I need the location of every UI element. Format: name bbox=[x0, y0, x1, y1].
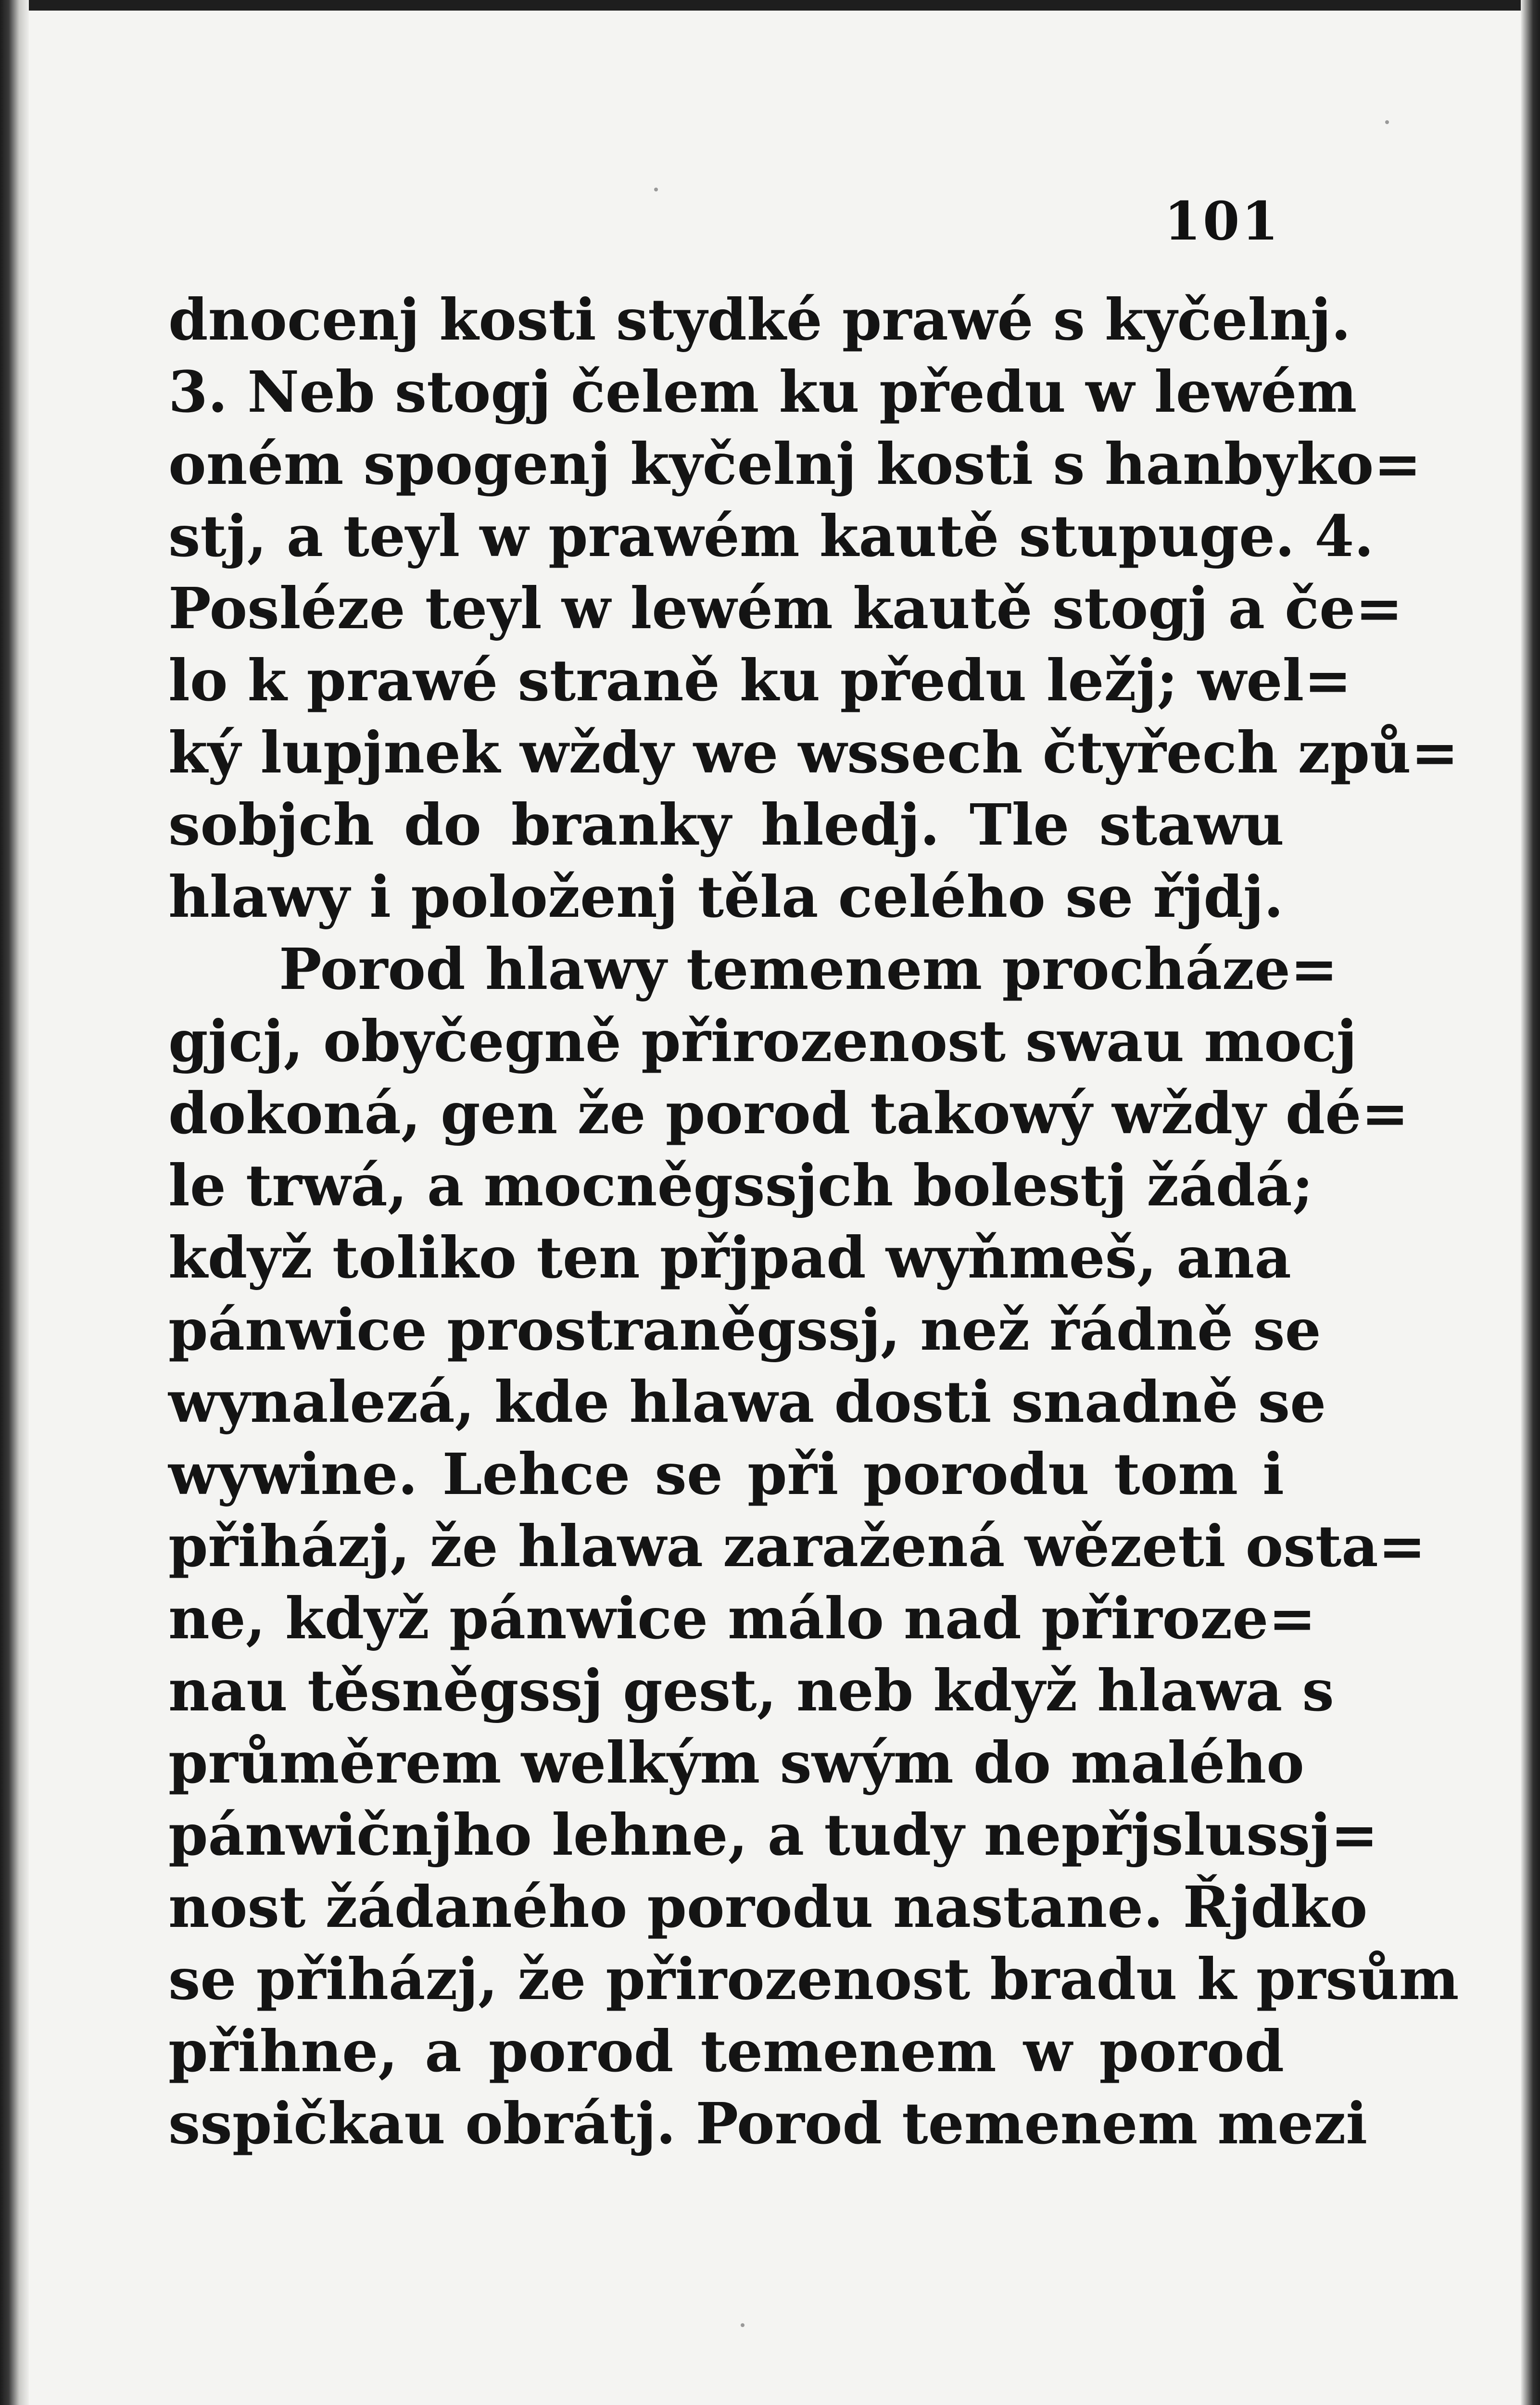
scan-edge-left bbox=[0, 0, 29, 2405]
text-line: ne, když pánwice málo nad přiroze= bbox=[168, 1585, 1316, 1652]
text-line: dokoná, gen že porod takowý wždy dé= bbox=[168, 1080, 1409, 1147]
text-line: stj, a teyl w prawém kautě stupuge. 4. bbox=[168, 503, 1374, 570]
scan-edge-top bbox=[0, 0, 1540, 11]
text-line: se přiházj, že přirozenost bradu k prsům bbox=[168, 1946, 1459, 2013]
text-line: oném spogenj kyčelnj kosti s hanbyko= bbox=[168, 430, 1422, 497]
scan-edge-right bbox=[1521, 0, 1540, 2405]
text-line: le trwá, a mocněgssjch bolestj žádá; bbox=[168, 1152, 1313, 1219]
text-line: nost žádaného porodu nastane. Řjdko bbox=[168, 1873, 1368, 1940]
text-line: lo k prawé straně ku předu ležj; wel= bbox=[168, 647, 1352, 714]
text-line: wynalezá, kde hlawa dosti snadně se bbox=[168, 1368, 1326, 1435]
text-line: průměrem welkým swým do malého bbox=[168, 1729, 1304, 1796]
paper-speck bbox=[741, 2323, 745, 2327]
paper-speck bbox=[1385, 120, 1389, 124]
text-line: wywine. Lehce se při porodu tom i bbox=[168, 1441, 1284, 1507]
text-line: přiházj, že hlawa zaražená wězeti osta= bbox=[168, 1513, 1426, 1580]
page-number: 101 bbox=[1164, 190, 1280, 252]
text-line: ký lupjnek wždy we wssech čtyřech způ= bbox=[168, 719, 1459, 786]
text-line: pánwičnjho lehne, a tudy nepřjslussj= bbox=[168, 1801, 1378, 1868]
text-line: když toliko ten přjpad wyňmeš, ana bbox=[168, 1224, 1291, 1291]
text-line: sspičkau obrátj. Porod temenem mezi bbox=[168, 2090, 1368, 2157]
text-line: sobjch do branky hledj. Tle stawu bbox=[168, 791, 1284, 858]
text-line: Posléze teyl w lewém kautě stogj a če= bbox=[168, 575, 1403, 642]
text-line: hlawy i položenj těla celého se řjdj. bbox=[168, 863, 1284, 930]
text-line: gjcj, obyčegně přirozenost swau mocj bbox=[168, 1008, 1357, 1075]
text-line: dnocenj kosti stydké prawé s kyčelnj. bbox=[168, 286, 1351, 353]
body-text bbox=[168, 284, 1459, 2160]
paragraph-start-line: Porod hlawy temenem procháze= bbox=[279, 936, 1338, 1002]
text-line: nau těsněgssj gest, neb když hlawa s bbox=[168, 1657, 1334, 1724]
text-line: přihne, a porod temenem w porod bbox=[168, 2018, 1284, 2085]
paper-speck bbox=[654, 188, 658, 191]
text-line: 3. Neb stogj čelem ku předu w lewém bbox=[168, 358, 1357, 425]
text-line: pánwice prostraněgssj, než řádně se bbox=[168, 1296, 1321, 1363]
